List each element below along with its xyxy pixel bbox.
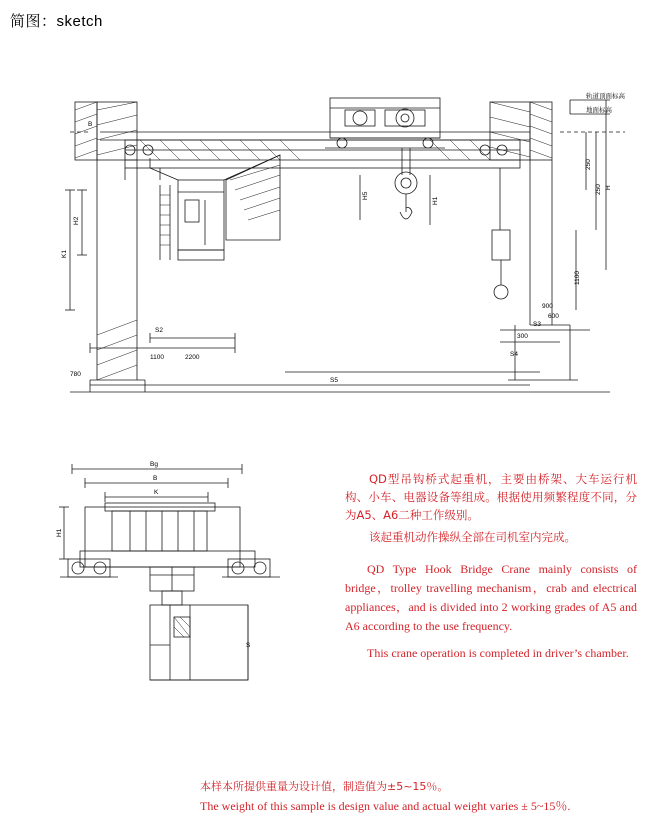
- crane-elevation-drawing: [30, 80, 630, 410]
- dim-label-780: 780: [70, 371, 81, 378]
- annotation-ground: 地面标高: [586, 107, 612, 114]
- crane-plan-drawing: [50, 455, 340, 705]
- page-title: 简图：sketch: [10, 13, 103, 30]
- dim-label-600: 600: [548, 313, 559, 320]
- dim-label-S3: S3: [533, 321, 541, 328]
- en-paragraph-1: QD Type Hook Bridge Crane mainly consists of bridge，trolley travelling mechanism，crab and electrical appliances，and is divided into 2 working grades of A5 and A6 according to the use frequency.: [345, 562, 637, 633]
- zh-paragraph-2: 该起重机动作操纵全部在司机室内完成。: [369, 530, 576, 544]
- dim-label-H1: H1: [432, 196, 439, 205]
- dim-label-1100: 1100: [150, 354, 164, 361]
- footnote-en: The weight of this sample is design value and actual weight varies ± 5~15％.: [200, 799, 571, 813]
- dim-label-250b: 250: [595, 184, 602, 195]
- plan-label-K: K: [154, 489, 159, 496]
- footnote-zh: 本样本所提供重量为设计值，制造值为±5~15％。: [200, 780, 449, 793]
- dim-label-S2: S2: [155, 327, 163, 334]
- elevation-svg: [30, 80, 630, 410]
- dim-label-250a: 250: [585, 159, 592, 170]
- en-paragraph-2: This crane operation is completed in driver’s chamber.: [367, 646, 629, 660]
- dim-label-H5: H5: [362, 191, 369, 200]
- dim-label-300: 300: [517, 333, 528, 340]
- dim-label-1100b: 1100: [574, 271, 581, 285]
- dim-label-H: H: [605, 185, 612, 190]
- dim-label-S4: S4: [510, 351, 518, 358]
- dim-label-K1: K1: [61, 250, 68, 258]
- plan-label-B: B: [153, 475, 158, 482]
- dim-label-B: B: [88, 121, 93, 128]
- dim-label-H2: H2: [73, 216, 80, 225]
- annotation-rail-top: 轨道顶面标高: [586, 93, 625, 100]
- plan-label-S: S: [246, 642, 251, 649]
- description-block: [345, 470, 637, 663]
- plan-label-Bg: Bg: [150, 461, 158, 468]
- plan-svg: [50, 455, 340, 705]
- footnote-block: [200, 778, 640, 815]
- dim-label-900: 900: [542, 303, 553, 310]
- plan-label-H1: H1: [56, 528, 63, 537]
- dim-label-2200: 2200: [185, 354, 200, 361]
- zh-paragraph-1: QD型吊钩桥式起重机，主要由桥架、大车运行机构、小车、电器设备等组成。根据使用频繁程度不同，分为A5、A6二种工作级别。: [345, 472, 637, 522]
- dim-label-S5: S5: [330, 377, 338, 384]
